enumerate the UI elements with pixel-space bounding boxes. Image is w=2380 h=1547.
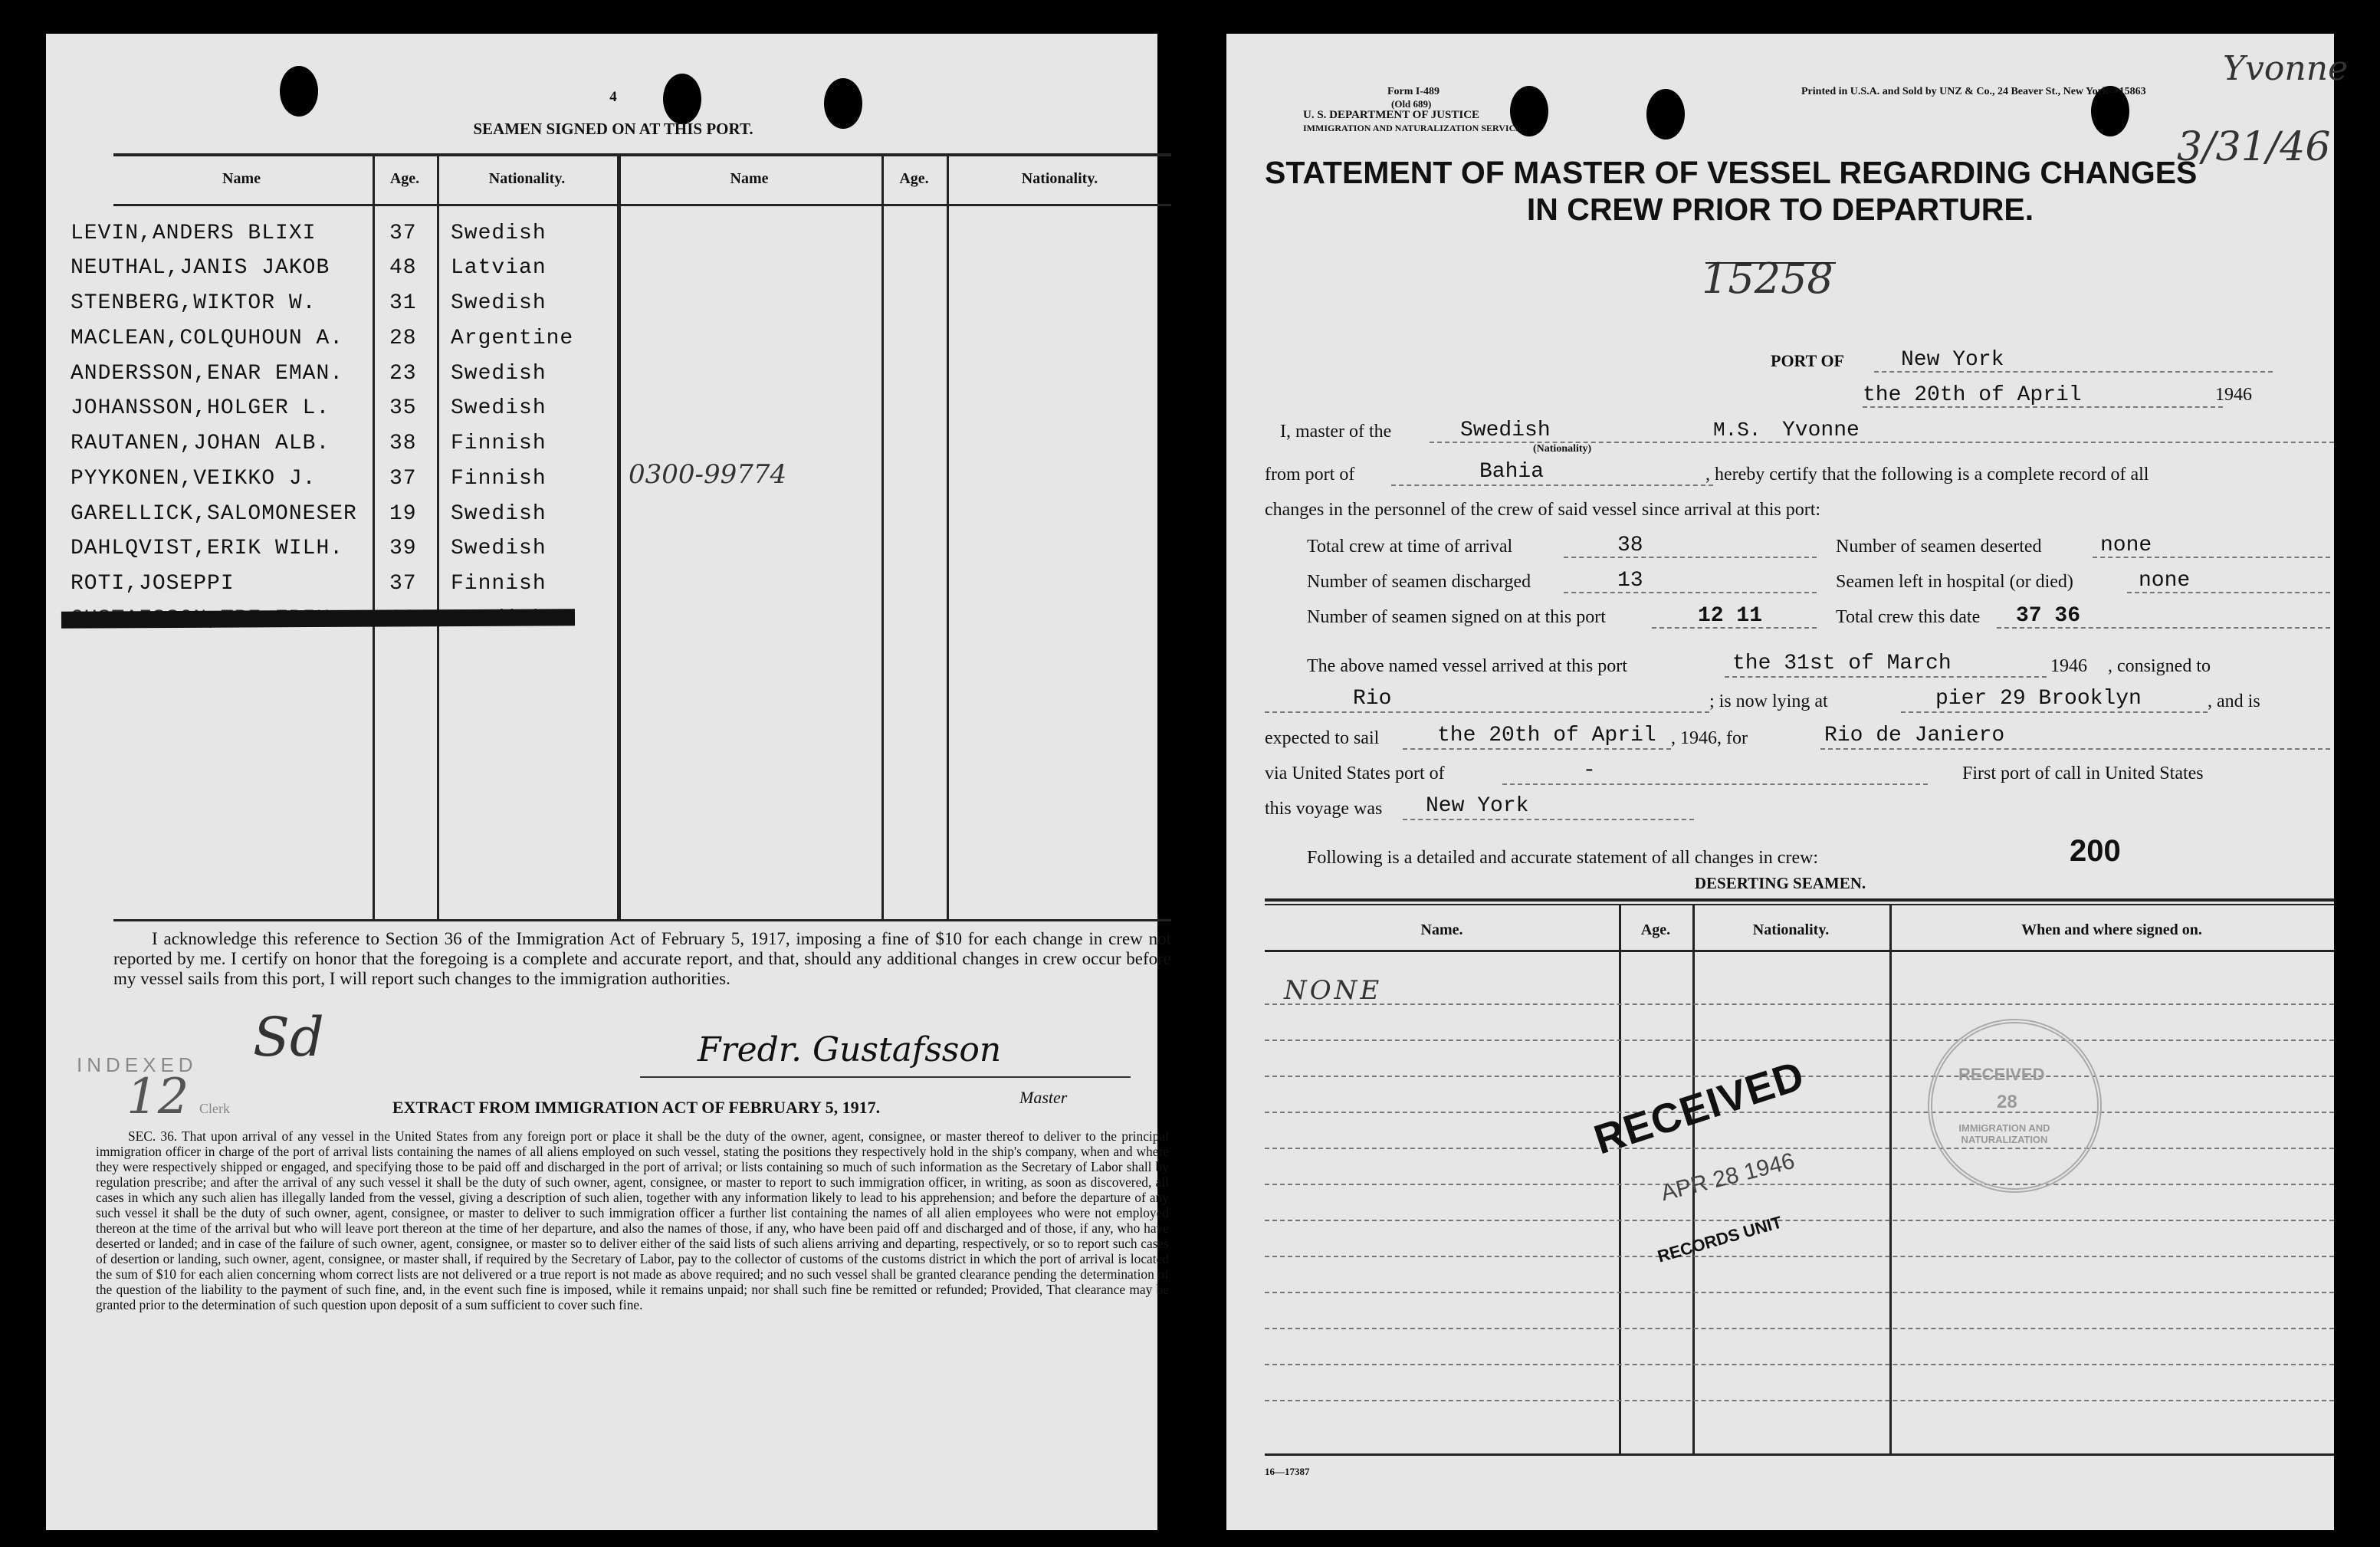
strike-through-mark [61, 609, 575, 629]
seaman-name: LEVIN,ANDERS BLIXI [71, 222, 317, 245]
right-page [1226, 34, 2349, 1530]
seaman-age: 37 [389, 222, 417, 245]
col-header-nationality: Nationality. [1021, 170, 1098, 187]
row-line [1265, 1364, 2334, 1365]
certify-text2: changes in the personnel of the crew of said vessel since arrival at this port: [1265, 500, 1821, 520]
first-port-label: First port of call in United States [1962, 764, 2204, 783]
form-title-line1: STATEMENT OF MASTER OF VESSEL REGARDING CHANGES [1265, 155, 2198, 190]
deserted-value: none [2100, 534, 2152, 557]
hospital-value: none [2139, 569, 2191, 593]
seaman-age: 39 [389, 537, 417, 560]
seaman-nationality: Latvian [451, 256, 547, 280]
port-value: New York [1901, 348, 2004, 372]
fill-line [1564, 592, 1817, 593]
from-port-label: from port of [1265, 465, 1355, 484]
seaman-nationality: Finnish [451, 467, 547, 491]
row-line [1265, 1220, 2334, 1221]
arrived-value: the 31st of March [1732, 652, 1952, 675]
form-title-line2: IN CREW PRIOR TO DEPARTURE. [1526, 192, 2034, 227]
fill-line [1502, 783, 1928, 785]
seaman-age: 28 [389, 327, 417, 350]
via-label: via United States port of [1265, 764, 1445, 783]
seaman-name: JOHANSSON,HOLGER L. [71, 396, 330, 420]
arrived-label: The above named vessel arrived at this port [1307, 656, 1627, 676]
voyage-value: New York [1426, 794, 1529, 818]
master-signature: Fredr. Gustafsson [698, 1030, 1002, 1069]
from-port-value: Bahia [1479, 460, 1545, 484]
deserting-col-name: Name. [1420, 921, 1463, 938]
vessel-nationality: Swedish [1460, 419, 1551, 442]
extract-text: SEC. 36. That upon arrival of any vessel in the United States from any foreign port or place it shall be the duty of the owner, agent, consignee, or master thereof to deliver to the principal immigration officer in charge of the port of arrival lists containing the names of all aliens employed on such vessel, stating the positions they respectively hold in the ship's company, when and where they were respectively shipped or engaged, and specifying those to be paid off and discharged in the port of arrival; or lists containing so much of such information as the Secretary of Labor shall by regulation prescribe; and after the arrival of any such vessel it shall be the duty of such owner, agent, consignee, or master to report to such immigration officer, in writing, as soon as discovered, all cases in which any such alien has illegally landed from the vessel, giving a description of such alien, together with any information likely to lead to his apprehension; and before the departure of any such vessel it shall be the duty of such owner, agent, consignee, or master to deliver to such immigration officer a further list containing the names of all alien employees who were not employed thereon at the time of the arrival but who will leave port thereon at the time of her departure, and also the names of those, if any, who have been paid off and discharged and of those, if any, who have deserted or landed; and in case of the failure of such owner, agent, consignee, or master so to deliver either of the said lists of such aliens arriving and departing, respectively, or so to report such cases of desertion or landing, such owner, agent, consignee, or master shall, if required by the Secretary of Labor, pay to the collector of customs of the customs district in which the port of arrival is located the sum of $10 for each alien concerning whom correct lists are not delivered or a true report is not made as above required; and no such vessel shall be granted clearance pending the determination of the question of the liability to the payment of such fine, and, in the event such fine is imposed, while it remains unpaid; nor shall such fine be remitted or refunded; Provided, That clearance may be granted prior to the determination of such question upon deposit of a sum sufficient to cover such fine. [96, 1128, 1169, 1312]
seaman-age: 23 [389, 362, 417, 386]
seaman-name: ANDERSSON,ENAR EMAN. [71, 362, 344, 386]
department: U. S. DEPARTMENT OF JUSTICE [1303, 109, 1480, 121]
row-line [1265, 1040, 2334, 1041]
acknowledgement-text: I acknowledge this reference to Section 36 of the Immigration Act of February 5, 1917, imposing a fine of $10 for each change in crew not reported by me. I certify on honor that the foregoing is a complete and accurate report, and that, should any additional changes in crew occur before my vessel sails from this port, I will report such changes to the immigration authorities. [113, 929, 1171, 988]
handwritten-file-number: 15258 [1702, 255, 1833, 303]
col-header-age: Age. [389, 170, 420, 187]
total-crew-date-label: Total crew this date [1836, 607, 1981, 627]
fill-line [1901, 711, 2208, 713]
circular-stamp-text: RECEIVED [1958, 1065, 2045, 1084]
col-header-age: Age. [899, 170, 929, 187]
page-number: 4 [609, 89, 617, 105]
row-line [1265, 1003, 2334, 1005]
from-port-fill-line [1391, 484, 1713, 486]
deserting-bottom-rule [1265, 1453, 2334, 1456]
row-line [1265, 1292, 2334, 1293]
footer-code: 16—17387 [1265, 1466, 1310, 1477]
clerk-label: Clerk [199, 1101, 230, 1116]
indexed-stamp: INDEXED [77, 1053, 198, 1076]
fill-line [1564, 557, 1817, 558]
deserting-header-rule [1265, 950, 2334, 952]
and-is-label: , and is [2208, 691, 2260, 711]
handwritten-vessel-name: Yvonne [2223, 49, 2349, 88]
seaman-age: 19 [389, 502, 417, 526]
col-divider [373, 153, 375, 920]
records-unit-stamp: RECORDS UNIT [1655, 1212, 1784, 1266]
seaman-name: GARELLICK,SALOMONESER [71, 502, 357, 526]
table-bottom-rule [113, 919, 1171, 921]
printer-line: Printed in U.S.A. and Sold by UNZ & Co., 24 Beaver St., New York—15863 [1801, 86, 2146, 97]
master-label: Master [1019, 1088, 1068, 1107]
col-divider [947, 153, 949, 920]
fill-line [1820, 748, 2330, 750]
col-header-name: Name [730, 170, 769, 187]
seaman-nationality: Swedish [451, 502, 547, 526]
hospital-label: Seamen left in hospital (or died) [1836, 572, 2073, 592]
signed-on-value: 12 11 [1698, 604, 1763, 628]
seaman-age: 37 [389, 572, 417, 596]
indexed-initials: Sd [253, 1006, 324, 1069]
received-stamp: RECEIVED [1588, 1052, 1810, 1164]
table-header-rule [113, 204, 1171, 206]
via-value: - [1583, 759, 1596, 783]
seaman-nationality: Argentine [451, 327, 574, 350]
consignee: Rio [1353, 687, 1392, 711]
nationality-caption: (Nationality) [1533, 443, 1592, 455]
seaman-name: RAUTANEN,JOHAN ALB. [71, 432, 330, 455]
punch-hole [1646, 89, 1685, 140]
following-label: Following is a detailed and accurate statement of all changes in crew: [1307, 848, 1819, 868]
received-date-stamp: APR 28 1946 [1658, 1148, 1797, 1207]
seaman-name: MACLEAN,COLQUHOUN A. [71, 327, 344, 350]
port-label: PORT OF [1771, 351, 1844, 370]
deserting-col-signed-on: When and where signed on. [2021, 921, 2202, 938]
deserted-label: Number of seamen deserted [1836, 537, 2042, 557]
seaman-age: 38 [389, 432, 417, 455]
handwritten-date: 3/31/46 [2177, 124, 2331, 170]
total-crew-date-value: 37 36 [2016, 604, 2081, 628]
row-line [1265, 1328, 2334, 1329]
col-divider [1619, 904, 1621, 1456]
seaman-nationality: Swedish [451, 362, 547, 386]
file-number-rule [1705, 262, 1836, 264]
form-number: Form I-489 [1387, 86, 1440, 97]
fill-line [1265, 711, 1709, 713]
signed-on-label: Number of seamen signed on at this port [1307, 607, 1606, 627]
seaman-name: PYYKONEN,VEIKKO J. [71, 467, 317, 491]
seaman-name: ROTI,JOSEPPI [71, 572, 235, 596]
vessel-prefix: M.S. [1713, 419, 1761, 442]
voyage-label: this voyage was [1265, 799, 1383, 819]
seaman-name: DAHLQVIST,ERIK WILH. [71, 537, 344, 560]
seamen-table-title: SEAMEN SIGNED ON AT THIS PORT. [473, 120, 753, 138]
deserting-top-rule2 [1265, 904, 2334, 905]
seaman-age: 31 [389, 291, 417, 315]
lying-label: ; is now lying at [1709, 691, 1828, 711]
seaman-name: NEUTHAL,JANIS JAKOB [71, 256, 330, 280]
row-line [1265, 1400, 2334, 1401]
extract-title: EXTRACT FROM IMMIGRATION ACT OF FEBRUARY 5, 1917. [392, 1098, 881, 1117]
signature-line [640, 1076, 1131, 1078]
deserting-none: NONE [1284, 975, 1383, 1006]
consigned-label: , consigned to [2108, 656, 2211, 676]
year: 1946 [2215, 385, 2252, 405]
handwritten-200: 200 [2070, 834, 2121, 868]
seaman-age: 48 [389, 256, 417, 280]
lying-value: pier 29 Brooklyn [1935, 687, 2142, 711]
date-value: the 20th of April [1863, 383, 2082, 407]
form-old: (Old 689) [1391, 98, 1432, 110]
master-of-label: I, master of the [1280, 422, 1392, 442]
seaman-nationality: Swedish [451, 222, 547, 245]
deserting-title: DESERTING SEAMEN. [1694, 874, 1866, 892]
seaman-nationality: Swedish [451, 396, 547, 420]
deserting-col-nationality: Nationality. [1752, 921, 1830, 938]
for-label: , 1946, for [1671, 728, 1748, 748]
col-divider [881, 153, 884, 920]
service: IMMIGRATION AND NATURALIZATION SERVICE [1303, 123, 1522, 133]
expected-value: the 20th of April [1437, 724, 1656, 747]
col-divider [617, 153, 621, 920]
arrived-year: 1946 [2050, 656, 2087, 676]
row-line [1265, 1184, 2334, 1185]
deserting-top-rule [1265, 898, 2334, 902]
fill-line [1403, 819, 1694, 820]
row-line [1265, 1148, 2334, 1149]
for-value: Rio de Janiero [1824, 724, 2005, 747]
total-crew-arrival: 38 [1617, 534, 1643, 557]
discharged-label: Number of seamen discharged [1307, 572, 1531, 592]
deserting-col-age: Age. [1640, 921, 1671, 938]
col-divider [437, 153, 439, 920]
seaman-nationality: Swedish [451, 537, 547, 560]
fill-line [1725, 676, 2047, 678]
left-page [46, 34, 1171, 1530]
seaman-age: 35 [389, 396, 417, 420]
seaman-nationality: Finnish [451, 572, 547, 596]
discharged-value: 13 [1617, 569, 1643, 593]
total-crew-arrival-label: Total crew at time of arrival [1307, 537, 1513, 557]
seaman-name: STENBERG,WIKTOR W. [71, 291, 317, 315]
handwritten-number: 0300-99774 [629, 459, 787, 490]
seaman-nationality: Finnish [451, 432, 547, 455]
certify-text: , hereby certify that the following is a complete record of all [1705, 465, 2149, 484]
fill-line [1403, 748, 1671, 750]
row-line [1265, 1112, 2334, 1113]
table-top-rule [113, 153, 1171, 156]
seaman-nationality: Swedish [451, 291, 547, 315]
circular-stamp-agency: IMMIGRATION AND NATURALIZATION [1958, 1122, 2050, 1145]
indexed-number: 12 [126, 1069, 189, 1125]
row-line [1265, 1256, 2334, 1257]
seaman-age: 37 [389, 467, 417, 491]
vessel-name: Yvonne [1782, 419, 1860, 442]
circular-stamp-day: 28 [1997, 1092, 2017, 1112]
col-header-nationality: Nationality. [488, 170, 566, 187]
col-divider [1889, 904, 1892, 1456]
expected-label: expected to sail [1265, 728, 1380, 748]
col-header-name: Name [222, 170, 261, 187]
